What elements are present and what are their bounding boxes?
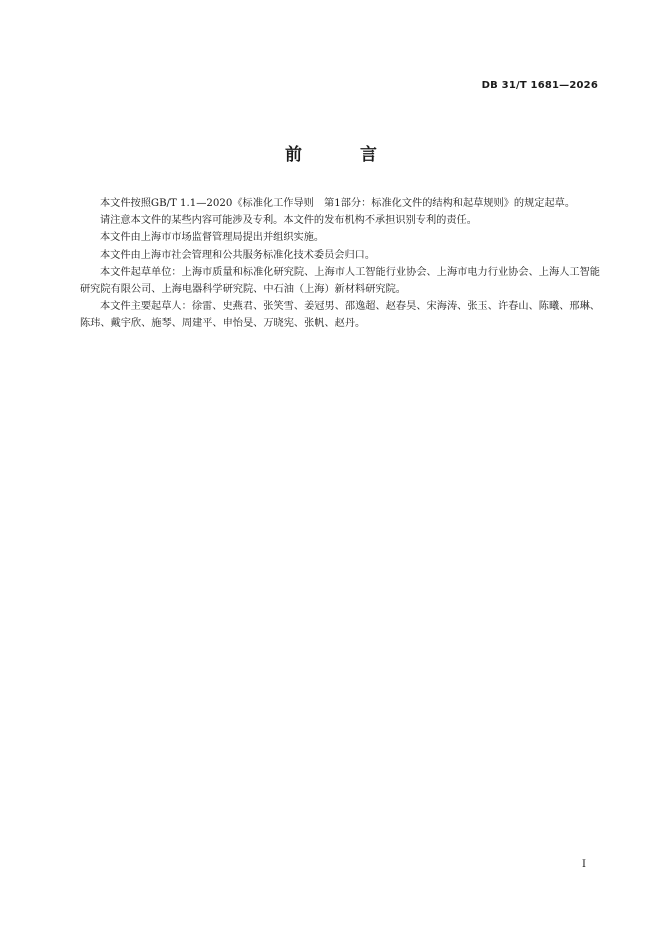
paragraph-drafters: 本文件主要起草人：徐雷、史燕君、张笑雪、姜冠男、邵逸超、赵春昊、宋海涛、张玉、许春山、陈曦、邢琳、陈玮、戴宇欣、施琴、周建平、申怡旻、万晓宪、张帆、赵丹。 bbox=[80, 301, 600, 330]
page-number: I bbox=[582, 859, 586, 870]
paragraph-proposer: 本文件由上海市市场监督管理局提出并组织实施。 bbox=[100, 232, 325, 244]
document-code: DB 31/T 1681—2026 bbox=[481, 80, 598, 91]
paragraph-drafting-units: 本文件起草单位：上海市质量和标准化研究院、上海市人工智能行业协会、上海市电力行业协会、上海人工智能研究院有限公司、上海电器科学研究院、中石油（上海）新材料研究院。 bbox=[80, 266, 600, 296]
paragraph-technical-committee: 本文件由上海市社会管理和公共服务标准化技术委员会归口。 bbox=[100, 249, 376, 261]
foreword-body bbox=[80, 195, 600, 333]
paragraph-drafting-basis: 本文件按照GB/T 1.1—2020《标准化工作导则 第1部分：标准化文件的结构和起草规则》的规定起草。 bbox=[100, 198, 576, 209]
page-title: 前 言 bbox=[285, 145, 403, 165]
paragraph-patent-notice: 请注意本文件的某些内容可能涉及专利。本文件的发布机构不承担识别专利的责任。 bbox=[100, 215, 477, 227]
